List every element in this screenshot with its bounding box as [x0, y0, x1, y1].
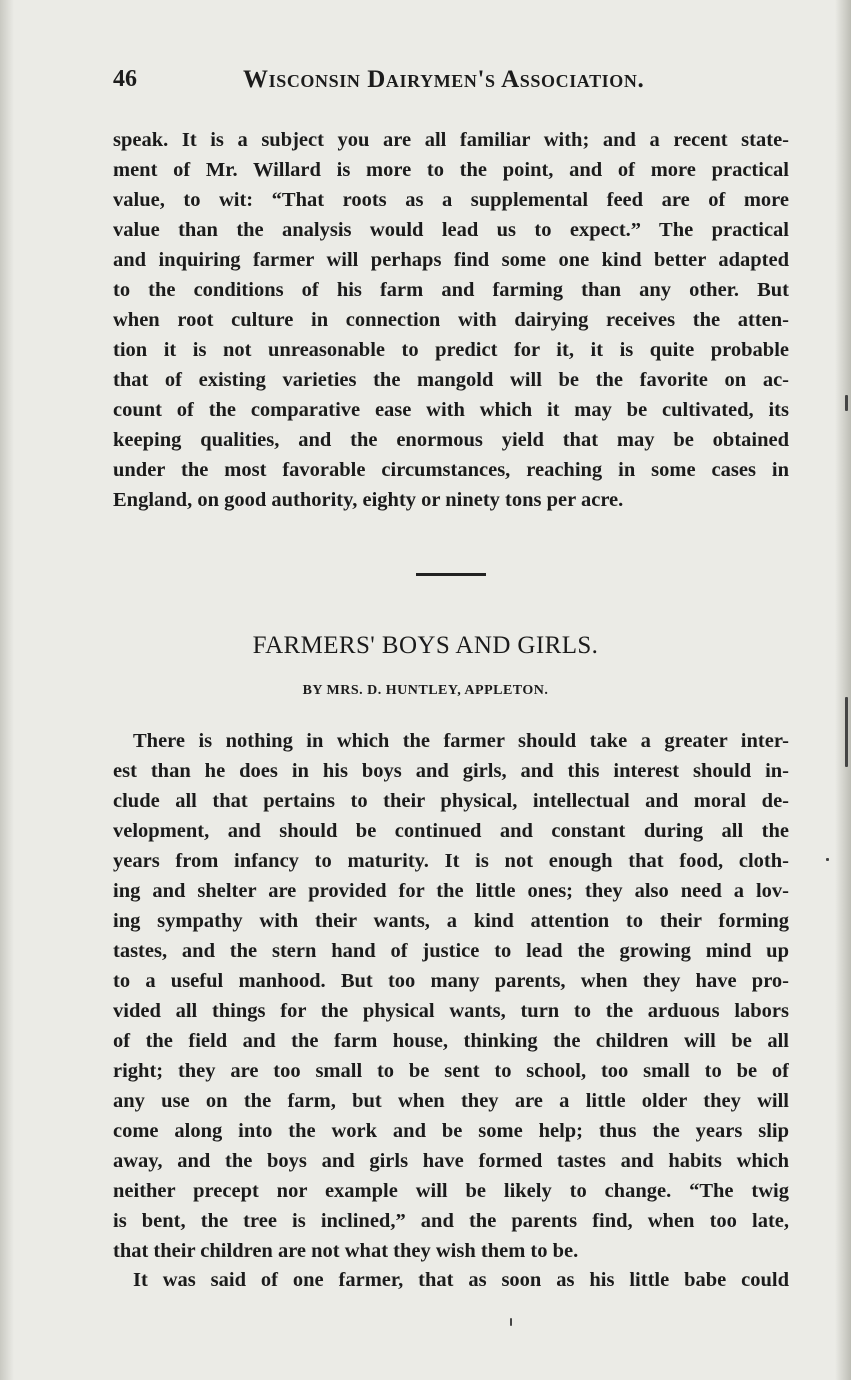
running-head [113, 66, 793, 100]
text-line: any use on the farm, but when they are a little older they will [113, 1090, 789, 1112]
text-line: come along into the work and be some help; thus the years slip [113, 1120, 789, 1142]
text-line: years from infancy to maturity. It is not enough that food, cloth- [113, 850, 789, 872]
text-line: when root culture in connection with dairying receives the atten- [113, 309, 789, 331]
text-line: est than he does in his boys and girls, and this interest should in- [113, 760, 789, 782]
text-line: and inquiring farmer will perhaps find some one kind better adapted [113, 249, 789, 271]
text-line: clude all that pertains to their physical, intellectual and moral de- [113, 790, 789, 812]
print-speck [845, 697, 848, 767]
text-line: that of existing varieties the mangold will be the favorite on ac- [113, 369, 789, 391]
text-line: value, to wit: “That roots as a supplemental feed are of more [113, 189, 789, 211]
text-line: There is nothing in which the farmer should take a greater inter- [133, 730, 789, 752]
text-line: tastes, and the stern hand of justice to lead the growing mind up [113, 940, 789, 962]
text-line: is bent, the tree is inclined,” and the parents find, when too late, [113, 1210, 789, 1232]
print-speck [510, 1318, 512, 1326]
article-paragraph-2 [113, 1265, 789, 1295]
print-speck [845, 395, 848, 411]
text-line: count of the comparative ease with which it may be cultivated, its [113, 399, 789, 421]
article-byline: BY MRS. D. HUNTLEY, APPLETON. [302, 683, 549, 698]
text-line: to the conditions of his farm and farming than any other. But [113, 279, 789, 301]
continued-paragraph [113, 125, 789, 515]
text-line: velopment, and should be continued and constant during all the [113, 820, 789, 842]
text-line: England, on good authority, eighty or ninety tons per acre. [113, 489, 624, 511]
text-line: ment of Mr. Willard is more to the point, and of more practical [113, 159, 789, 181]
running-title: Wisconsin Dairymen's Association. [243, 66, 645, 93]
text-line: keeping qualities, and the enormous yield that may be obtained [113, 429, 789, 451]
article-title: FARMERS' BOYS AND GIRLS. [252, 632, 599, 659]
text-line: vided all things for the physical wants, turn to the arduous labors [113, 1000, 789, 1022]
text-line: value than the analysis would lead us to expect.” The practical [113, 219, 789, 241]
text-line: away, and the boys and girls have formed tastes and habits which [113, 1150, 789, 1172]
section-divider-rule [416, 573, 486, 576]
text-line: right; they are too small to be sent to school, too small to be of [113, 1060, 789, 1082]
text-line: It was said of one farmer, that as soon as his little babe could [133, 1269, 789, 1291]
article-paragraph-1 [113, 726, 789, 1266]
text-line: to a useful manhood. But too many parents, when they have pro- [113, 970, 789, 992]
text-line: tion it is not unreasonable to predict for it, it is quite probable [113, 339, 789, 361]
text-line: ing and shelter are provided for the little ones; they also need a lov- [113, 880, 789, 902]
text-line: neither precept nor example will be likely to change. “The twig [113, 1180, 789, 1202]
page-number: 46 [113, 66, 137, 92]
text-line: under the most favorable circumstances, reaching in some cases in [113, 459, 789, 481]
print-speck [826, 858, 829, 861]
text-line: that their children are not what they wish them to be. [113, 1240, 579, 1262]
text-line: ing sympathy with their wants, a kind attention to their forming [113, 910, 789, 932]
text-line: speak. It is a subject you are all familiar with; and a recent state- [113, 129, 789, 151]
text-line: of the field and the farm house, thinking the children will be all [113, 1030, 789, 1052]
